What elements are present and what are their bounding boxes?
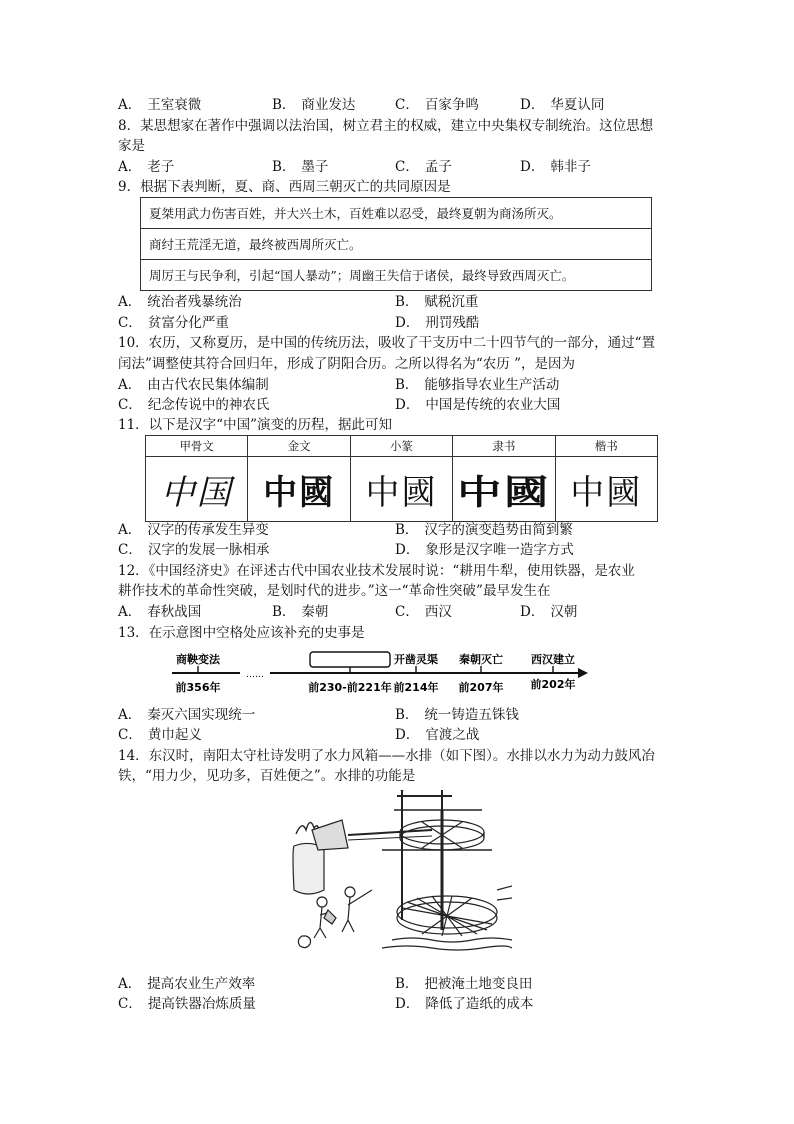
q7-option-d[interactable]: D． 华夏认同 bbox=[520, 97, 605, 113]
q11-header-seal: 小篆 bbox=[350, 436, 452, 457]
q14-stem-line1: 14．东汉时，南阳太守杜诗发明了水力风箱——水排（如下图）。水排以水力为动力鼓风冶 bbox=[118, 748, 655, 764]
q12-stem-line1: 12．《中国经济史》在评述古代中国农业技术发展时说：“耕用牛犁，使用铁器，是农业 bbox=[118, 563, 635, 579]
q14-option-b[interactable]: B． 把被淹土地变良田 bbox=[395, 976, 533, 992]
q10-option-c[interactable]: C． 纪念传说中的神农氏 bbox=[118, 397, 270, 413]
q13-event-xihan: 西汉建立 bbox=[531, 653, 575, 666]
q10-option-a[interactable]: A． 由古代农民集体编制 bbox=[118, 377, 269, 393]
q12-stem-line2: 耕作技术的革命性突破，是划时代的进步。”这一“革命性突破”最早发生在 bbox=[118, 583, 551, 599]
q13-option-b[interactable]: B． 统一铸造五铢钱 bbox=[395, 707, 519, 723]
q11-glyph-bronze: 中國 bbox=[248, 457, 350, 522]
q10-stem-line2: 闰法”调整使其符合回归年，形成了阴阳合历。之所以得名为“农历 ”，是因为 bbox=[118, 356, 575, 372]
q11-glyph-seal: 中國 bbox=[350, 457, 452, 522]
q9-option-d[interactable]: D． 刑罚残酷 bbox=[395, 315, 480, 331]
q11-stem: 11．以下是汉字“中国”演变的历程，据此可知 bbox=[118, 417, 392, 433]
q9-row-shang: 商纣王荒淫无道，最终被西周所灭亡。 bbox=[141, 229, 652, 260]
q7-option-b[interactable]: B． 商业发达 bbox=[272, 97, 356, 113]
q11-header-oracle: 甲骨文 bbox=[146, 436, 248, 457]
water-bellows-illustration bbox=[282, 790, 512, 960]
q11-option-c[interactable]: C． 汉字的发展一脉相承 bbox=[118, 542, 270, 558]
q11-option-b[interactable]: B． 汉字的演变趋势由简到繁 bbox=[395, 522, 573, 538]
q11-header-regular: 楷书 bbox=[555, 436, 657, 457]
q11-option-d[interactable]: D． 象形是汉字唯一造字方式 bbox=[395, 542, 574, 558]
q12-option-c[interactable]: C． 西汉 bbox=[395, 604, 452, 620]
q9-option-c[interactable]: C． 贫富分化严重 bbox=[118, 315, 229, 331]
q13-option-c[interactable]: C． 黄巾起义 bbox=[118, 727, 202, 743]
q9-option-a[interactable]: A． 统治者残暴统治 bbox=[118, 294, 242, 310]
q8-option-d[interactable]: D． 韩非子 bbox=[520, 159, 591, 175]
q14-option-c[interactable]: C． 提高铁器冶炼质量 bbox=[118, 996, 256, 1012]
q8-stem-line2: 家是 bbox=[118, 138, 145, 154]
q13-ellipsis: …… bbox=[246, 670, 264, 680]
q13-event-shangyang: 商鞅变法 bbox=[176, 653, 220, 666]
q8-option-c[interactable]: C． 孟子 bbox=[395, 159, 452, 175]
q8-option-b[interactable]: B． 墨子 bbox=[272, 159, 329, 175]
q13-date-214: 前214年 bbox=[393, 681, 439, 694]
q8-stem-line1: 8．某思想家在著作中强调以法治国，树立君主的权威，建立中央集权专制统治。这位思想 bbox=[118, 118, 654, 134]
q13-event-qin-fall: 秦朝灭亡 bbox=[459, 653, 503, 666]
q13-stem: 13．在示意图中空格处应该补充的史事是 bbox=[118, 625, 365, 641]
q9-table bbox=[140, 197, 652, 291]
q13-blank-box bbox=[310, 652, 390, 667]
q14-option-a[interactable]: A． 提高农业生产效率 bbox=[118, 976, 256, 992]
q9-row-zhou: 周厉王与民争利，引起“国人暴动”；周幽王失信于诸侯，最终导致西周灭亡。 bbox=[141, 260, 652, 291]
q13-event-lingqu: 开凿灵渠 bbox=[394, 653, 438, 666]
q13-date-230-221: 前230-前221年 bbox=[308, 681, 392, 694]
q11-glyph-oracle: 中国 bbox=[146, 457, 248, 522]
q12-option-a[interactable]: A． 春秋战国 bbox=[118, 604, 202, 620]
q13-option-a[interactable]: A． 秦灭六国实现统一 bbox=[118, 707, 256, 723]
q9-stem: 9．根据下表判断，夏、商、西周三朝灭亡的共同原因是 bbox=[118, 179, 451, 195]
q14-option-d[interactable]: D． 降低了造纸的成本 bbox=[395, 996, 534, 1012]
q12-option-d[interactable]: D． 汉朝 bbox=[520, 604, 578, 620]
q13-date-356: 前356年 bbox=[175, 681, 221, 694]
q12-option-b[interactable]: B． 秦朝 bbox=[272, 604, 329, 620]
q11-glyph-clerical: 中國 bbox=[453, 457, 555, 522]
q11-header-bronze: 金文 bbox=[248, 436, 350, 457]
q10-option-d[interactable]: D． 中国是传统的农业大国 bbox=[395, 397, 561, 413]
q13-timeline bbox=[160, 648, 590, 696]
q9-option-b[interactable]: B． 赋税沉重 bbox=[395, 294, 479, 310]
q11-glyph-regular: 中國 bbox=[555, 457, 657, 522]
q14-stem-line2: 铁，“用力少，见功多，百姓便之”。水排的功能是 bbox=[118, 768, 416, 784]
q13-date-202: 前202年 bbox=[530, 678, 576, 691]
q11-header-clerical: 隶书 bbox=[453, 436, 555, 457]
q7-option-c[interactable]: C． 百家争鸣 bbox=[395, 97, 479, 113]
q11-option-a[interactable]: A． 汉字的传承发生异变 bbox=[118, 522, 269, 538]
q10-stem-line1: 10．农历，又称夏历，是中国的传统历法，吸收了干支历中二十四节气的一部分，通过“置 bbox=[118, 335, 656, 351]
q7-option-a[interactable]: A． 王室衰微 bbox=[118, 97, 202, 113]
q11-script-table bbox=[145, 435, 658, 522]
q13-date-207: 前207年 bbox=[458, 681, 504, 694]
q10-option-b[interactable]: B． 能够指导农业生产活动 bbox=[395, 377, 560, 393]
q8-option-a[interactable]: A． 老子 bbox=[118, 159, 175, 175]
q9-row-xia: 夏桀用武力伤害百姓，并大兴土木，百姓难以忍受，最终夏朝为商汤所灭。 bbox=[141, 198, 652, 229]
q13-option-d[interactable]: D． 官渡之战 bbox=[395, 727, 480, 743]
